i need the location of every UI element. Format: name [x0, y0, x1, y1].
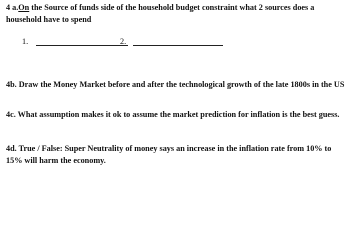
answer-blank-2-line [133, 45, 223, 46]
question-4a [6, 2, 346, 26]
question-4b: 4b. Draw the Money Market before and after the technological growth of the late 1800s in the US [6, 80, 345, 89]
answer-blanks-row [22, 36, 342, 48]
question-4d: 4d. True / False: Super Neutrality of money says an increase in the inflation rate from 10% to 15% will harm the economy. [6, 144, 332, 165]
question-4a-text: the Source of funds side of the household budget constraint what 2 sources does a household have to spend [6, 3, 315, 24]
question-4a-underlined-word: On [18, 3, 30, 12]
answer-blank-1-number: 1. [22, 37, 29, 46]
question-4a-prefix: 4 a. [6, 3, 19, 12]
answer-blank-2-number: 2. [120, 37, 127, 46]
answer-blank-1-line [36, 45, 128, 46]
question-4c: 4c. What assumption makes it ok to assume the market prediction for inflation is the best guess. [6, 110, 340, 119]
